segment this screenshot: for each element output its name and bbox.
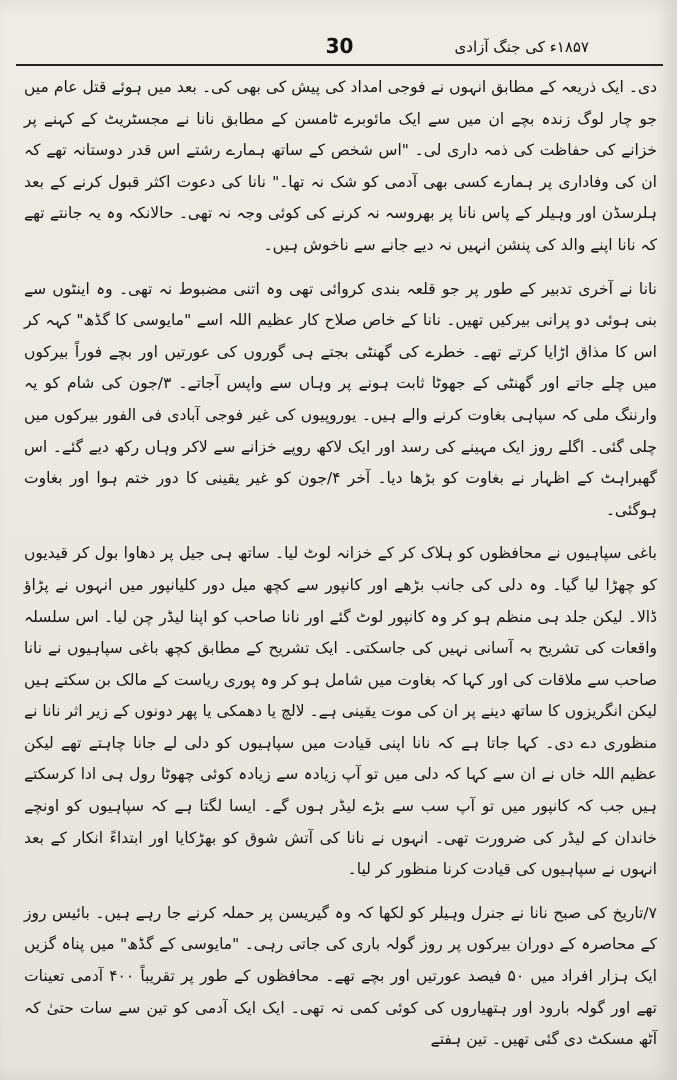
- page-number: 30: [325, 34, 354, 58]
- paragraph-2: نانا نے آخری تدبیر کے طور پر جو قلعہ بندی کروائی تھی وہ اتنی مضبوط نہ تھی۔ وہ اینٹوں سے بنی ہوئی دو پرانی بیرکیں تھیں۔ نانا کے خاص صلاح کار عظیم اللہ اسے "مایوسی کا گڈھ" کہہ کر اس کا مذاق اڑایا کرتے تھے۔ خطرے کی گھنٹی بجتے ہی گوروں کی عورتیں اور بچے فوراً بیرکوں میں چلے جاتے اور گھنٹی کے جھوٹا ثابت ہونے پر وہاں سے واپس آجاتے۔ ۳/جون کی شام کو یہ وارننگ ملی کہ سپاہی بغاوت کرنے والے ہیں۔ یوروپیوں کی غیر فوجی آبادی فی الفور بیرکوں میں چلی گئی۔ اگلے روز ایک مہینے کی رسد اور ایک لاکھ روپے خزانے سے لاکر وہاں رکھ دیے گئے۔ اس گھبراہٹ کے اظہار نے بغاوت کو بڑھا دیا۔ آخر ۴/جون کو غیر یقینی کا دور ختم ہوا اور بغاوت ہوگئی۔: [24, 279, 657, 519]
- page-header: [16, 34, 663, 68]
- page-body: [24, 72, 657, 1058]
- running-title: ۱۸۵۷ء کی جنگ آزادی: [454, 38, 589, 56]
- header-rule: [16, 64, 663, 66]
- paragraph-3: باغی سپاہیوں نے محافظوں کو ہلاک کر کے خزانہ لوٹ لیا۔ ساتھ ہی جیل پر دھاوا بول کر قیدیوں کو چھڑا لیا گیا۔ وہ دلی کی جانب بڑھے اور کانپور سے کچھ میل دور کلیانپور میں انہوں نے پڑاؤ ڈالا۔ لیکن جلد ہی منظم ہو کر وہ کانپور لوٹ گئے اور نانا صاحب کو اپنا لیڈر چن لیا۔ اس سلسلہ واقعات کی تشریح بہ آسانی نہیں کی جاسکتی۔ ایک تشریح کے مطابق کچھ باغی سپاہیوں نے نانا صاحب سے ملاقات کی اور کہا کہ بغاوت میں شامل ہو کر وہ پوری ریاست کے مالک بن سکتے ہیں لیکن انگریزوں کا ساتھ دینے پر ان کی موت یقینی ہے۔ لالچ یا دھمکی یا پھر دونوں کے زیر اثر نانا نے منظوری دے دی۔ کہا جاتا ہے کہ نانا اپنی قیادت میں سپاہیوں کو دلی لے جانا چاہتے تھے لیکن عظیم اللہ خاں نے ان سے کہا کہ دلی میں تو آپ زیادہ سے زیادہ کوئی چھوٹا رول ہی ادا کرسکتے ہیں جب کہ کانپور میں تو آپ سب سے بڑے لیڈر ہوں گے۔ ایسا لگتا ہے کہ سپاہیوں کو اونچے خاندان کے لیڈر کی ضرورت تھی۔ انہوں نے نانا کی آتش شوق کو بھڑکایا اور ابتداءً انکار کے بعد انہوں نے سپاہیوں کی قیادت کرنا منظور کر لیا۔: [24, 544, 657, 879]
- paragraph-1: دی۔ ایک ذریعہ کے مطابق انہوں نے فوجی امداد کی پیش کی بھی کی۔ بعد میں ہوئے قتل عام میں جو چار لوگ زندہ بچے ان میں سے ایک مائوبرے ٹامسن کے مطابق نانا نے مجسٹریٹ کے کہنے پر خزانے کی حفاظت کی ذمہ داری لی۔ "اس شخص کے ساتھ ہمارے رشتے اس قدر دوستانہ تھے کہ ان کی وفاداری پر ہمارے کسی بھی آدمی کو شک نہ تھا۔" نانا کی دعوت اکثر قبول کرنے کے بعد ہلرسڈن اور وہیلر کے پاس نانا پر بھروسہ نہ کرنے کی کوئی وجہ نہ تھی۔ حالانکہ وہ یہ جانتے تھے کہ نانا اپنے والد کی پنشن انہیں نہ دیے جانے سے ناخوش ہیں۔: [24, 78, 657, 254]
- paragraph-4: ۷/تاریخ کی صبح نانا نے جنرل وہیلر کو لکھا کہ وہ گیریسن پر حملہ کرنے جا رہے ہیں۔ بائیس روز کے محاصرہ کے دوران بیرکوں پر روز گولہ باری کی جاتی رہی۔ "مایوسی کے گڈھ" میں پناہ گزیں ایک ہزار افراد میں ۵۰ فیصد عورتیں اور بچے تھے۔ محافظوں کے طور پر تقریباً ۴۰۰ آدمی تعینات تھے اور گولہ بارود اور ہتھیاروں کی کوئی کمی نہ تھی۔ ایک ایک آدمی کو تین سے سات حتیٰ کہ آٹھ مسکٹ دی گئی تھیں۔ تین ہفتے: [24, 903, 657, 1049]
